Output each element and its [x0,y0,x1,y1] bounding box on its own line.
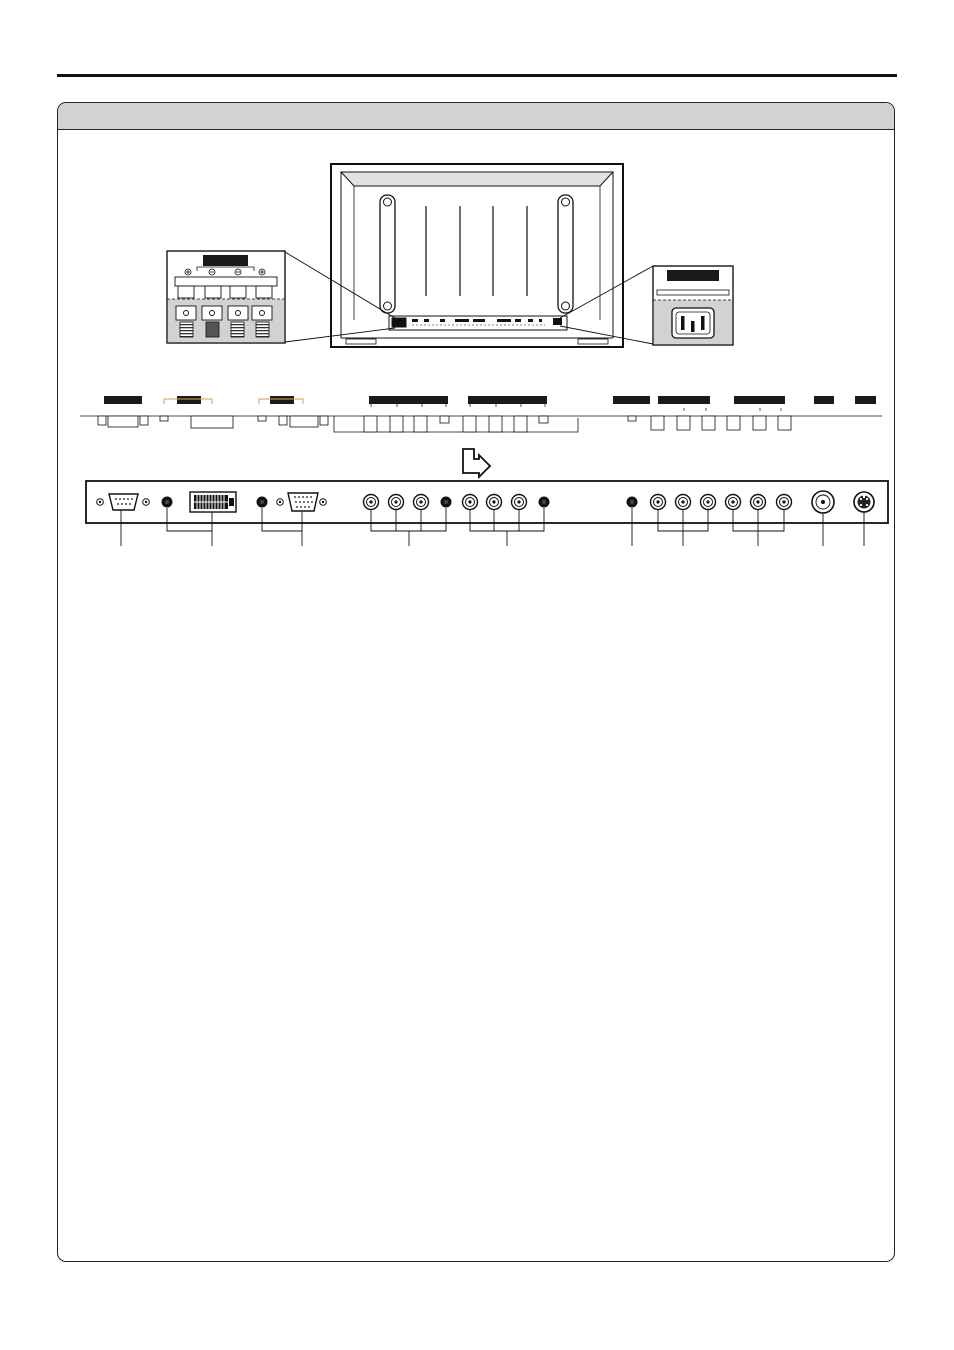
rca-jack-icon [414,495,429,510]
audio-out-jack-icon [627,497,638,508]
dvi-connector-icon [190,492,236,512]
tv-rear-view [331,164,623,347]
power-socket-icon [672,308,714,338]
connector-panel [86,481,888,523]
ac-input-inset [653,266,733,345]
speaker-terminal-inset [167,251,285,343]
av-input-1-jacks [651,495,716,510]
label-ticks [371,404,781,411]
rca-jack-icon [389,495,404,510]
rca-jack-icon [701,495,716,510]
ac-label-block [667,270,719,281]
pc-audio-jack-icon [257,497,268,508]
dvi-audio-jack-icon [162,497,173,508]
antenna-jack-icon [812,491,834,513]
rca-jack-icon [512,495,527,510]
rca-jack-icon [676,495,691,510]
speaker-label-block [203,255,248,266]
rca-jack-icon [364,495,379,510]
side-profile-strip [80,416,882,432]
rca-jack-icon [463,495,478,510]
arrow-down-right-icon [463,449,490,477]
rca-jack-icon [487,495,502,510]
rca-jack-icon [777,495,792,510]
s-video-jack-icon [854,492,874,512]
rca-jack-icon [651,495,666,510]
rca-jack-icon [751,495,766,510]
connector-label-blocks [104,396,876,404]
rca-jack-icon [726,495,741,510]
av-input-2-jacks [726,495,792,510]
